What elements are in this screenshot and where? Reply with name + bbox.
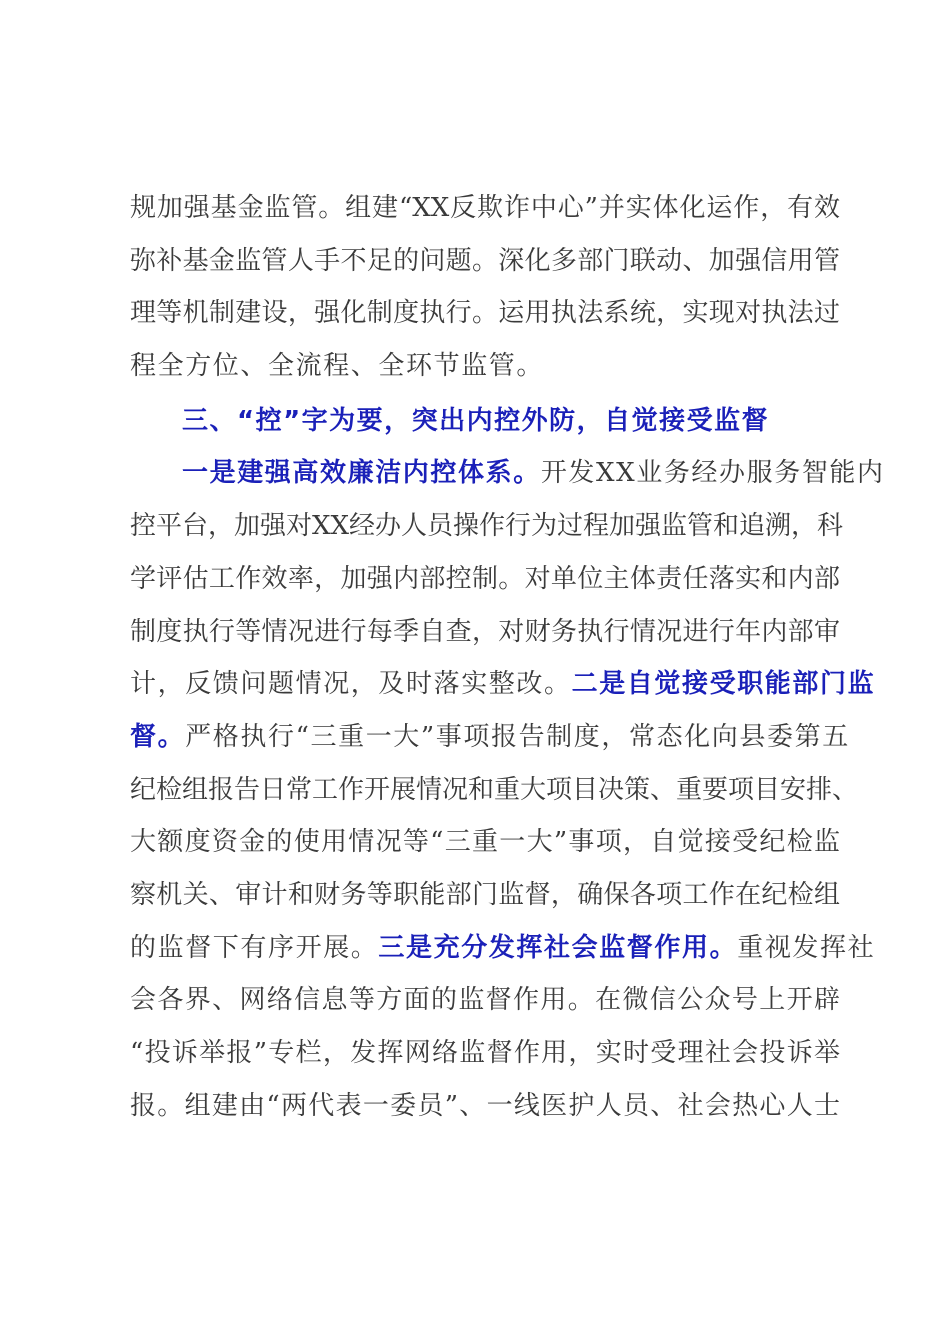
paragraph-text: 开发XX业务经办服务智能内	[540, 458, 885, 489]
paragraph-line: 规加强基金监管。组建“XX反欺诈中心”并实体化运作，有效	[130, 193, 840, 223]
paragraph-line: 报。组建由“两代表一委员”、一线医护人员、社会热心人士	[130, 1090, 840, 1121]
paragraph-line: 理等机制建设，强化制度执行。运用执法系统，实现对执法过	[130, 298, 840, 329]
paragraph-line: 程全方位、全流程、全环节监管。	[130, 351, 545, 382]
bold-lead-phrase: 一是建强高效廉洁内控体系。	[182, 458, 541, 489]
bold-lead-phrase: 三是充分发挥社会监督作用。	[378, 932, 738, 963]
paragraph-text: 的监督下有序开展。	[130, 932, 379, 963]
section-heading: 三、“控”字为要，突出内控外防，自觉接受监督	[182, 405, 770, 436]
paragraph-text: 重视发挥社	[737, 932, 876, 963]
paragraph-line: 察机关、审计和财务等职能部门监督，确保各项工作在纪检组	[130, 879, 840, 910]
paragraph-line	[130, 711, 850, 764]
paragraph-line: “投诉举报”专栏，发挥网络监督作用，实时受理社会投诉举	[130, 1038, 840, 1068]
paragraph-line: 会各界、网络信息等方面的监督作用。在微信公众号上开辟	[130, 985, 840, 1016]
paragraph-line	[130, 658, 876, 711]
paragraph-text: 计，反馈问题情况，及时落实整改。	[130, 669, 572, 700]
document-body	[130, 182, 885, 1132]
paragraph-line	[130, 922, 876, 975]
paragraph-line: 学评估工作效率，加强内部控制。对单位主体责任落实和内部	[130, 563, 840, 594]
paragraph-line	[130, 447, 885, 500]
paragraph-line: 弥补基金监管人手不足的问题。深化多部门联动、加强信用管	[130, 245, 840, 276]
paragraph-line: 制度执行等情况进行每季自查，对财务执行情况进行年内部审	[130, 616, 840, 647]
paragraph-line: 控平台，加强对XX经办人员操作行为过程加强监管和追溯，科	[130, 511, 844, 542]
paragraph-line: 纪检组报告日常工作开展情况和重大项目决策、重要项目安排、	[130, 774, 859, 805]
bold-lead-phrase: 督。	[130, 721, 186, 752]
paragraph-line: 大额度资金的使用情况等“三重一大”事项，自觉接受纪检监	[130, 827, 840, 858]
bold-lead-phrase: 二是自觉接受职能部门监	[571, 669, 876, 700]
paragraph-text: 严格执行“三重一大”事项报告制度，常态化向县委第五	[185, 721, 850, 752]
